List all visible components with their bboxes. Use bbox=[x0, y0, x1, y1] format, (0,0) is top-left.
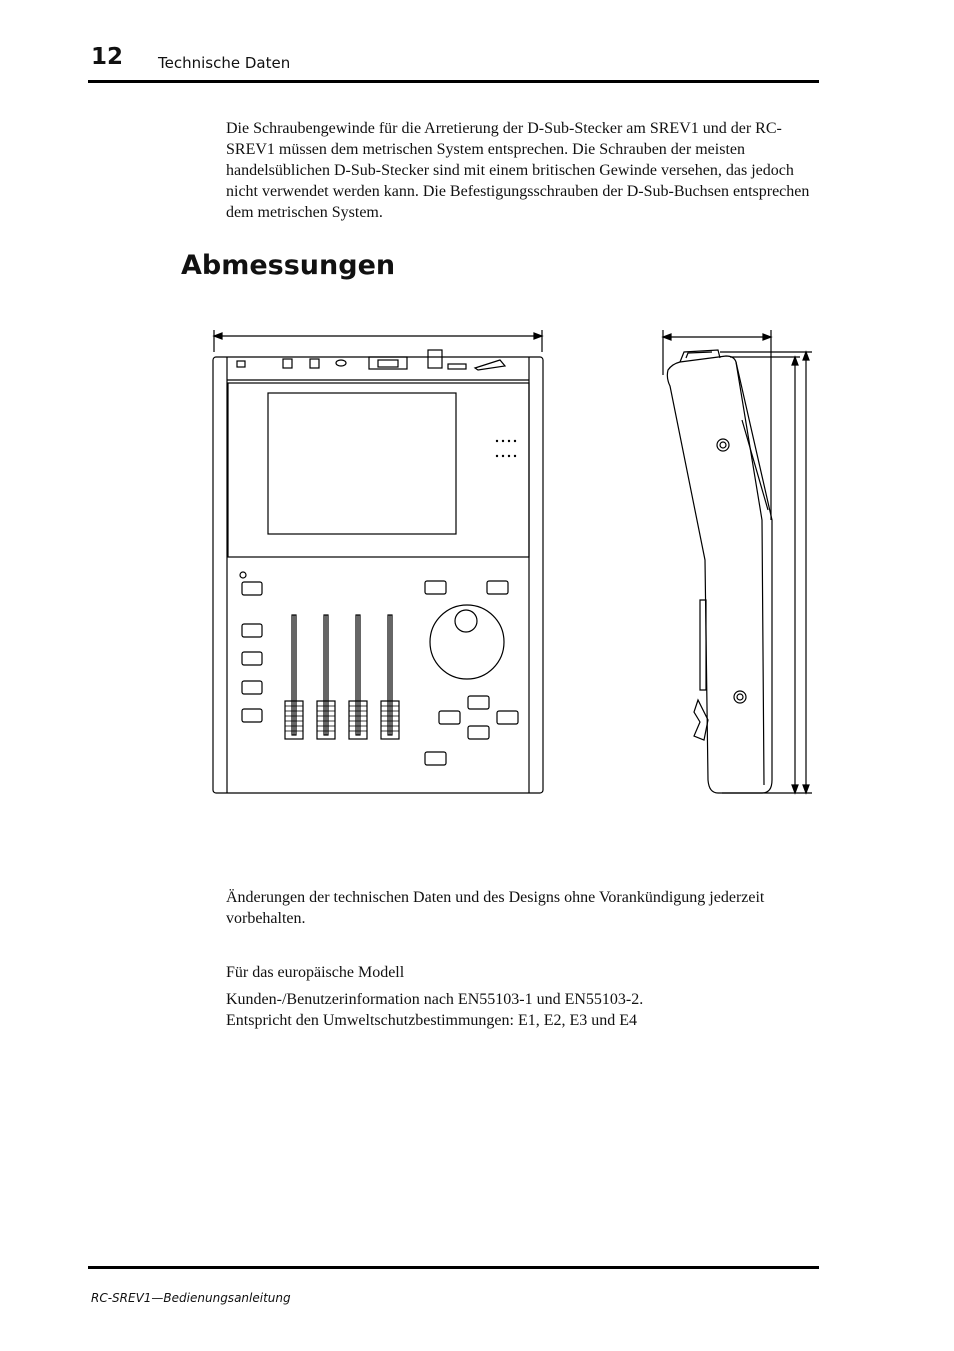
eu-model-label: Für das europäische Modell bbox=[226, 964, 405, 981]
section-title: Technische Daten bbox=[158, 54, 291, 72]
dimensions-heading: Abmessungen bbox=[181, 250, 396, 281]
front-view bbox=[213, 330, 543, 793]
footer-rule bbox=[88, 1266, 819, 1269]
side-view bbox=[663, 330, 812, 793]
footer-text: RC-SREV1—Bedienungsanleitung bbox=[91, 1291, 291, 1305]
compliance-line-2: Entspricht den Umweltschutzbestimmungen: E1, E2, E3 und E4 bbox=[226, 1012, 638, 1029]
intro-paragraph: Die Schraubengewinde für die Arretierung der D-Sub-Stecker am SREV1 und der RC-SREV1 müssen dem metrischen System entsprechen. Die Schrauben der meisten handelsüblichen D-Sub-Stecker sind mit einem britischen Gewinde versehen, das jedoch nicht verwendet werden kann. Die Befestigungsschrauben der D-Sub-Buchsen entsprechen dem metrischen System. bbox=[226, 120, 810, 221]
disclaimer-paragraph: Änderungen der technischen Daten und des Designs ohne Vorankündigung jederzeit vorbehalten. bbox=[226, 889, 765, 927]
compliance-line-1: Kunden-/Benutzerinformation nach EN55103-1 und EN55103-2. bbox=[226, 991, 644, 1008]
page-number: 12 bbox=[91, 44, 124, 70]
eu-compliance-info bbox=[226, 989, 826, 1031]
